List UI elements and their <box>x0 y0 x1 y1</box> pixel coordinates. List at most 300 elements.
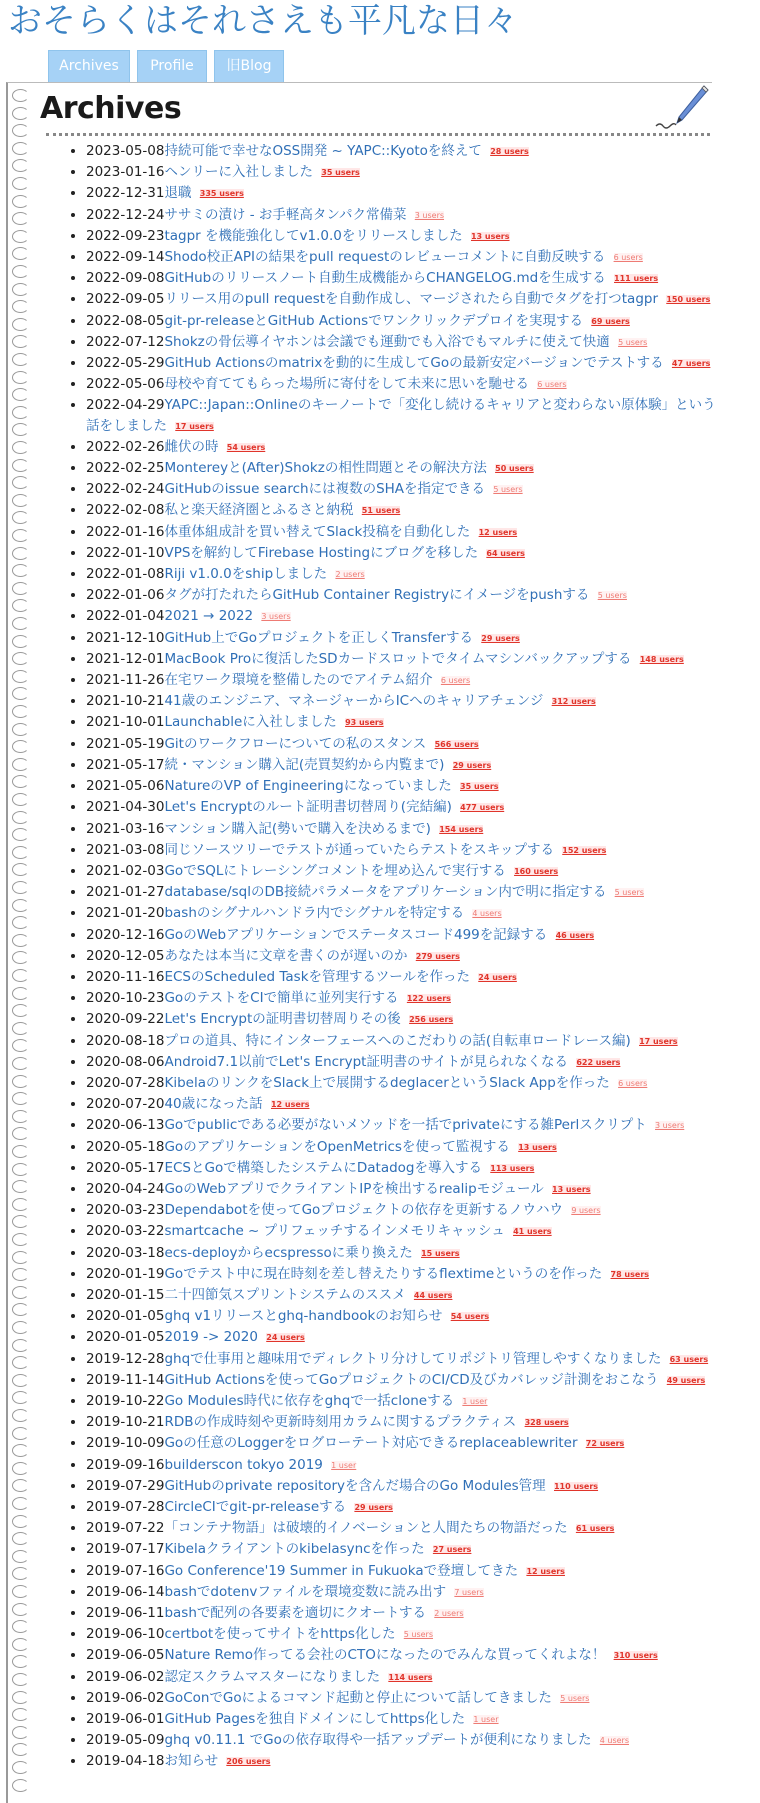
notebook-ring-icon <box>12 1286 29 1299</box>
notebook-ring-icon <box>12 247 29 260</box>
entry-title-link[interactable]: CircleCIでgit-pr-releaseする <box>164 1499 347 1515</box>
entry-title-link[interactable]: ghqで仕事用と趣味用でディレクトリ分けしてリポジトリ管理しやすくなりました <box>164 1350 662 1367</box>
notebook-ring-icon <box>12 635 29 648</box>
entry-title-link[interactable]: タグが打たれたらGitHub Container Registryにイメージをpushする <box>164 587 590 604</box>
entry-title-link[interactable]: 退職 <box>164 185 192 202</box>
entry-title-link[interactable]: Dependabotを使ってGoプロジェクトの依存を更新するノウハウ <box>164 1202 564 1219</box>
tab-old-blog[interactable]: 旧Blog <box>214 50 284 83</box>
bookmark-count-badge[interactable]: 5 users <box>403 1630 434 1640</box>
entry-date: 2021-01-27 <box>86 884 165 901</box>
bookmark-count-badge[interactable]: 6 users <box>440 676 471 686</box>
bookmark-count-badge[interactable]: 6 users <box>537 380 567 390</box>
bookmark-count-badge[interactable]: 150 users <box>666 295 711 305</box>
notebook-ring-icon <box>12 1356 29 1369</box>
notebook-ring-icon <box>12 775 29 788</box>
archive-entry <box>86 543 726 564</box>
archive-entry <box>86 1285 726 1306</box>
archive-entry <box>86 1221 726 1242</box>
entry-date: 2019-06-02 <box>86 1668 165 1685</box>
entry-date: 2020-01-05 <box>86 1308 165 1325</box>
bookmark-count-badge[interactable]: 110 users <box>553 1481 599 1491</box>
bookmark-count-badge[interactable]: 122 users <box>406 994 451 1004</box>
notebook-ring-icon <box>12 230 29 243</box>
bookmark-count-badge[interactable]: 566 users <box>434 739 479 749</box>
entry-title-link[interactable]: 41歳のエンジニア、マネージャーからICへのキャリアチェンジ <box>164 693 544 710</box>
archive-entry <box>86 1179 726 1200</box>
entry-title-link[interactable]: GitHub Actionsを使ってGoプロジェクトのCI/CD及びカバレッジ計測をおこなう <box>164 1371 659 1388</box>
bookmark-count-badge[interactable]: 2 users <box>434 1609 464 1619</box>
bookmark-count-badge[interactable]: 5 users <box>597 591 627 601</box>
entry-date: 2022-09-14 <box>86 249 165 266</box>
bookmark-count-badge[interactable]: 111 users <box>614 274 659 284</box>
entry-title-link[interactable]: 雌伏の時 <box>164 438 219 455</box>
entry-title-link[interactable]: ghq v0.11.1 でGoの依存取得や一括アップデートが便利になりました <box>164 1732 592 1749</box>
archive-entry <box>86 1518 726 1539</box>
bookmark-count-badge[interactable]: 24 users <box>478 972 517 982</box>
archive-entry <box>86 374 726 395</box>
notebook-ring-icon <box>12 564 29 577</box>
entry-title-link[interactable]: GitHub上でGoプロジェクトを正しくTransferする <box>164 629 473 646</box>
bookmark-count-badge[interactable]: 12 users <box>478 527 518 537</box>
archive-entry <box>86 522 726 543</box>
bookmark-count-badge[interactable]: 310 users <box>613 1651 658 1661</box>
entry-title-link[interactable]: Montereyと(After)Shokzの相性問題とその解決方法 <box>164 460 487 477</box>
entry-date: 2020-09-22 <box>86 1011 165 1028</box>
bookmark-count-badge[interactable]: 47 users <box>671 359 711 369</box>
archive-entry <box>86 776 726 797</box>
entry-title-link[interactable]: Goの任意のLoggerをログローテート対応できるreplaceablewriter <box>164 1435 578 1452</box>
entry-title-link[interactable]: Go Conference'19 Summer in Fukuokaで登壇してきた <box>164 1562 519 1579</box>
bookmark-count-badge[interactable]: 27 users <box>432 1545 472 1555</box>
entry-date: 2022-01-08 <box>86 566 165 583</box>
archive-entry <box>86 1561 726 1582</box>
entry-date: 2019-05-09 <box>86 1732 165 1749</box>
notebook-ring-icon <box>12 1092 29 1105</box>
entry-title-link[interactable]: GitHub Actionsのmatrixを動的に生成してGoの最新安定バージョンでテストする <box>164 355 664 372</box>
entry-title-link[interactable]: 同じソースツリーでテストが通っていたらテストをスキップする <box>164 841 554 858</box>
bookmark-count-badge[interactable]: 4 users <box>472 909 502 919</box>
notebook-ring-icon <box>12 740 29 753</box>
bookmark-count-badge[interactable]: 113 users <box>490 1163 535 1173</box>
archive-entry <box>86 1391 726 1412</box>
entry-title-link[interactable]: GoのWebアプリでクライアントIPを検出するrealipモジュール <box>164 1180 544 1197</box>
nav-tabs <box>48 50 284 83</box>
archive-entry <box>86 205 726 226</box>
entry-date: 2022-07-12 <box>86 333 165 350</box>
entry-date: 2021-03-08 <box>86 841 165 858</box>
entry-title-link[interactable]: 認定スクラムマスターになりました <box>164 1668 381 1685</box>
entry-date: 2020-05-17 <box>86 1159 165 1176</box>
notebook-ring-icon <box>12 124 29 137</box>
entry-title-link[interactable]: smartcache ~ プリフェッチするインメモリキャッシュ <box>164 1223 505 1240</box>
archive-entry <box>86 1497 726 1518</box>
bookmark-count-badge[interactable]: 1 user <box>473 1715 499 1725</box>
archive-entry <box>86 585 726 606</box>
bookmark-count-badge[interactable]: 64 users <box>486 548 525 558</box>
bookmark-count-badge[interactable]: 312 users <box>551 697 596 707</box>
archive-entry <box>86 1349 726 1370</box>
notebook-ring-icon <box>12 899 29 912</box>
entry-date: 2019-07-22 <box>86 1520 165 1537</box>
archive-entry <box>86 437 726 458</box>
notebook-ring-icon <box>12 1215 29 1228</box>
notebook-ring-icon <box>12 1497 29 1510</box>
entry-title-link[interactable]: 持続可能で幸せなOSS開発 ~ YAPC::Kyotoを終えて <box>164 143 482 159</box>
bookmark-count-badge[interactable]: 622 users <box>576 1057 621 1067</box>
tab-archives[interactable]: Archives <box>48 50 130 83</box>
archive-entry <box>86 1539 726 1560</box>
archive-entry <box>86 670 726 691</box>
entry-date: 2020-03-23 <box>86 1202 165 1219</box>
notebook-ring-icon <box>12 142 29 155</box>
entry-title-link[interactable]: GitHub Pagesを独自ドメインにしてhttps化した <box>164 1711 466 1728</box>
entry-date: 2019-07-16 <box>86 1562 165 1579</box>
notebook-ring-icon <box>12 1180 29 1193</box>
notebook-ring-icon <box>12 1004 29 1017</box>
entry-title-link[interactable]: NatureのVP of Engineeringになっていました <box>164 778 452 795</box>
entry-date: 2019-10-09 <box>86 1435 165 1452</box>
entry-date: 2019-10-22 <box>86 1392 165 1409</box>
bookmark-count-badge[interactable]: 9 users <box>571 1206 601 1216</box>
archive-entry <box>86 1688 726 1709</box>
entry-date: 2019-07-28 <box>86 1499 165 1515</box>
entry-date: 2022-12-24 <box>86 206 165 223</box>
notebook-ring-icon <box>12 1268 29 1281</box>
entry-title-link[interactable]: Launchableに入社しました <box>164 714 337 731</box>
entry-date: 2020-04-24 <box>86 1180 165 1197</box>
entry-title-link[interactable]: Nature Remo作ってる会社のCTOになったのでみんな買ってくれよな！ <box>164 1647 606 1664</box>
archive-entry <box>86 1264 726 1285</box>
entry-title-link[interactable]: 体重体組成計を買い替えてSlack投稿を自動化した <box>164 523 471 540</box>
archive-entry <box>86 1200 726 1221</box>
notebook-ring-icon <box>12 318 29 331</box>
notebook-ring-icon <box>12 1462 29 1475</box>
entry-date: 2019-06-05 <box>86 1647 165 1664</box>
entry-date: 2021-03-16 <box>86 820 165 837</box>
entry-title-link[interactable]: Let's Encryptのルート証明書切替周り(完結編) <box>164 799 452 816</box>
bookmark-count-badge[interactable]: 3 users <box>261 612 291 622</box>
entry-title-link[interactable]: YAPC::Japan::Onlineのキーノートで「変化し続けるキャリアと変わらない原体験」という話をしました <box>86 397 716 434</box>
archive-entry <box>86 882 726 903</box>
entry-title-link[interactable]: 母校や育ててもらった場所に寄付をして未来に思いを馳せる <box>164 376 529 393</box>
notebook-ring-icon <box>12 1127 29 1140</box>
bookmark-count-badge[interactable]: 17 users <box>639 1036 678 1046</box>
notebook-ring-icon <box>12 846 29 859</box>
notebook-ring-icon <box>12 1022 29 1035</box>
notebook-ring-icon <box>12 1427 29 1440</box>
entry-title-link[interactable]: Shodo校正APIの結果をpull requestのレビューコメントに自動反映する <box>164 249 606 266</box>
bookmark-count-badge[interactable]: 5 users <box>560 1693 590 1703</box>
entry-title-link[interactable]: Kibelaクライアントのkibelasyncを作った <box>164 1541 425 1558</box>
entry-title-link[interactable]: お知らせ <box>164 1753 219 1770</box>
notebook-ring-icon <box>12 459 29 472</box>
entry-date: 2020-10-23 <box>86 990 165 1007</box>
bookmark-count-badge[interactable]: 279 users <box>415 951 460 961</box>
bookmark-count-badge[interactable]: 35 users <box>460 782 499 792</box>
entry-title-link[interactable]: ECSのScheduled Taskを管理するツールを作った <box>164 968 470 985</box>
entry-date: 2023-01-16 <box>86 164 165 181</box>
bookmark-count-badge[interactable]: 5 users <box>614 888 644 898</box>
entry-date: 2021-04-30 <box>86 799 165 816</box>
bookmark-count-badge[interactable]: 1 user <box>462 1396 488 1406</box>
bookmark-count-badge[interactable]: 7 users <box>454 1587 484 1597</box>
entry-title-link[interactable]: tagpr を機能強化してv1.0.0をリリースしました <box>164 227 463 244</box>
entry-title-link[interactable]: bashでdotenvファイルを環境変数に読み出す <box>164 1583 447 1600</box>
bookmark-count-badge[interactable]: 17 users <box>175 421 214 431</box>
bookmark-count-badge[interactable]: 328 users <box>524 1418 569 1428</box>
archive-entry <box>86 755 726 776</box>
bookmark-count-badge[interactable]: 41 users <box>513 1227 552 1237</box>
tab-profile[interactable]: Profile <box>137 50 207 83</box>
entry-title-link[interactable]: Riji v1.0.0をshipしました <box>164 566 328 583</box>
entry-date: 2019-06-01 <box>86 1711 165 1728</box>
bookmark-count-badge[interactable]: 93 users <box>345 718 384 728</box>
notebook-ring-icon <box>12 1761 29 1774</box>
bookmark-count-badge[interactable]: 2 users <box>335 570 365 580</box>
bookmark-count-badge[interactable]: 206 users <box>226 1757 271 1767</box>
archive-entry <box>86 1751 726 1772</box>
bookmark-count-badge[interactable]: 5 users <box>493 485 523 495</box>
entry-date: 2022-02-08 <box>86 502 165 519</box>
entry-title-link[interactable]: 「コンテナ物語」は破壊的イノベーションと人間たちの物語だった <box>164 1520 568 1537</box>
entry-title-link[interactable]: 私と楽天経済圏とふるさと納税 <box>164 502 354 519</box>
archive-entry <box>86 649 726 670</box>
entry-title-link[interactable]: database/sqlのDB接続パラメータをアプリケーション内で明に指定する <box>164 884 607 901</box>
entry-date: 2020-05-18 <box>86 1138 165 1155</box>
entry-title-link[interactable]: GitHubのissue searchには複数のSHAを指定できる <box>164 481 486 498</box>
bookmark-count-badge[interactable]: 69 users <box>591 316 630 326</box>
entry-title-link[interactable]: GoのテストをCIで簡単に並列実行する <box>164 990 399 1007</box>
entry-title-link[interactable]: ササミの漬け - お手軽高タンパク常備菜 <box>164 206 407 223</box>
entry-title-link[interactable]: マンション購入記(勢いで購入を決めるまで) <box>164 820 431 837</box>
archive-entry <box>86 226 726 247</box>
entry-date: 2022-12-31 <box>86 185 165 202</box>
entry-title-link[interactable]: certbotを使ってサイトをhttps化した <box>164 1626 396 1643</box>
entry-date: 2020-08-06 <box>86 1053 165 1070</box>
bookmark-count-badge[interactable]: 72 users <box>585 1439 625 1449</box>
entry-date: 2020-03-22 <box>86 1223 165 1240</box>
archive-entry <box>86 1582 726 1603</box>
archive-entry <box>86 861 726 882</box>
bookmark-count-badge[interactable]: 35 users <box>321 168 360 178</box>
entry-title-link[interactable]: Shokzの骨伝導イヤホンは会議でも運動でも入浴でもマルチに使えて快適 <box>164 333 610 350</box>
bookmark-count-badge[interactable]: 13 users <box>518 1142 557 1152</box>
notebook-ring-icon <box>12 881 29 894</box>
bookmark-count-badge[interactable]: 49 users <box>666 1375 706 1385</box>
bookmark-count-badge[interactable]: 477 users <box>460 803 505 813</box>
entry-date: 2019-12-28 <box>86 1350 165 1367</box>
archive-entry <box>86 840 726 861</box>
bookmark-count-badge[interactable]: 13 users <box>552 1184 591 1194</box>
entry-date: 2020-01-15 <box>86 1286 165 1303</box>
notebook-ring-icon <box>12 300 29 313</box>
bookmark-count-badge[interactable]: 54 users <box>226 442 266 452</box>
notebook-ring-icon <box>12 969 29 982</box>
notebook-ring-icon <box>12 916 29 929</box>
bookmark-count-badge[interactable]: 63 users <box>669 1354 709 1364</box>
bookmark-count-badge[interactable]: 3 users <box>655 1121 685 1131</box>
entry-title-link[interactable]: git-pr-releaseとGitHub Actionsでワンクリックデプロイを実現する <box>164 312 583 329</box>
entry-date: 2022-01-16 <box>86 523 165 540</box>
bookmark-count-badge[interactable]: 114 users <box>388 1672 433 1682</box>
entry-date: 2022-02-24 <box>86 481 165 498</box>
entry-date: 2020-12-05 <box>86 947 165 964</box>
notebook-ring-icon <box>12 1391 29 1404</box>
bookmark-count-badge[interactable]: 28 users <box>490 147 529 156</box>
bookmark-count-badge[interactable]: 4 users <box>599 1736 629 1746</box>
entry-date: 2020-01-19 <box>86 1265 165 1282</box>
notebook-ring-icon <box>12 863 29 876</box>
bookmark-count-badge[interactable]: 154 users <box>439 824 484 834</box>
bookmark-count-badge[interactable]: 256 users <box>409 1015 454 1025</box>
entry-title-link[interactable]: bashで配列の各要素を適切にクオートする <box>164 1605 426 1622</box>
entry-title-link[interactable]: bashのシグナルハンドラ内でシグナルを特定する <box>164 905 465 922</box>
entry-title-link[interactable]: VPSを解約してFirebase Hostingにブログを移した <box>164 544 479 561</box>
archive-entry <box>86 1137 726 1158</box>
notebook-ring-icon <box>12 371 29 384</box>
bookmark-count-badge[interactable]: 78 users <box>610 1269 650 1279</box>
bookmark-count-badge[interactable]: 50 users <box>495 464 534 474</box>
entry-date: 2021-11-26 <box>86 672 165 689</box>
archive-entry <box>86 564 726 585</box>
entry-title-link[interactable]: 2021 → 2022 <box>164 608 254 625</box>
bookmark-count-badge[interactable]: 6 users <box>613 253 643 263</box>
entry-date: 2020-03-18 <box>86 1244 165 1261</box>
bookmark-count-badge[interactable]: 15 users <box>421 1248 460 1258</box>
entry-title-link[interactable]: リリース用のpull requestを自動作成し、マージされたら自動でタグを打つtagpr <box>164 291 659 308</box>
entry-title-link[interactable]: ECSとGoで構築したシステムにDatadogを導入する <box>164 1159 482 1176</box>
entry-title-link[interactable]: GitHubのリリースノート自動生成機能からCHANGELOG.mdを生成する <box>164 270 606 287</box>
bookmark-count-badge[interactable]: 160 users <box>514 866 559 876</box>
bookmark-count-badge[interactable]: 51 users <box>361 506 401 516</box>
archive-entry <box>86 1730 726 1751</box>
archive-entry <box>86 1009 726 1030</box>
entry-date: 2022-08-05 <box>86 312 165 329</box>
entry-title-link[interactable]: builderscon tokyo 2019 <box>164 1456 323 1473</box>
entry-title-link[interactable]: KibelaのリンクをSlack上で展開するdeglacerというSlack Appを作った <box>164 1074 610 1091</box>
archive-entry <box>86 1052 726 1073</box>
site-title[interactable]: おそらくはそれさえも平凡な日々 <box>8 1 518 41</box>
bookmark-count-badge[interactable]: 152 users <box>562 845 607 855</box>
entry-title-link[interactable]: GoのWebアプリケーションでステータスコード499を記録する <box>164 926 548 943</box>
notebook-ring-icon <box>12 1743 29 1756</box>
entry-title-link[interactable]: ヘンリーに入社しました <box>164 164 313 181</box>
notebook-ring-icon <box>12 406 29 419</box>
bookmark-count-badge[interactable]: 29 users <box>452 760 492 770</box>
entry-date: 2020-07-28 <box>86 1074 165 1091</box>
notebook-ring-icon <box>12 441 29 454</box>
notebook-ring-icon <box>12 1567 29 1580</box>
bookmark-count-badge[interactable]: 335 users <box>199 189 244 199</box>
notebook-ring-icon <box>12 1638 29 1651</box>
entry-date: 2019-06-10 <box>86 1626 165 1643</box>
notebook-ring-icon <box>12 529 29 542</box>
pen-icon <box>654 82 710 134</box>
page-title: Archives <box>40 91 182 126</box>
entry-title-link[interactable]: RDBの作成時刻や更新時刻用カラムに関するプラクティス <box>164 1414 517 1431</box>
notebook-ring-icon <box>12 159 29 172</box>
notebook-ring-icon <box>12 494 29 507</box>
notebook-ring-icon <box>12 987 29 1000</box>
entry-title-link[interactable]: 2019 -> 2020 <box>164 1329 258 1346</box>
notebook-ring-icon <box>12 265 29 278</box>
entry-title-link[interactable]: 続・マンション購入記(売買契約から内覧まで) <box>164 756 445 773</box>
entry-title-link[interactable]: Android7.1以前でLet's Encrypt証明書のサイトが見られなくなる <box>164 1053 569 1070</box>
entry-title-link[interactable]: GoConでGoによるコマンド起動と停止について話してきました <box>164 1689 552 1706</box>
notebook-ring-icon <box>12 723 29 736</box>
entry-title-link[interactable]: Goでテスト中に現在時刻を差し替えたりするflextimeというのを作った <box>164 1265 603 1282</box>
bookmark-count-badge[interactable]: 24 users <box>266 1333 305 1343</box>
bookmark-count-badge[interactable]: 29 users <box>481 633 520 643</box>
entry-title-link[interactable]: あなたは本当に文章を書くのが遅いのか <box>164 947 408 964</box>
bookmark-count-badge[interactable]: 148 users <box>639 654 684 664</box>
archive-entry <box>86 819 726 840</box>
entry-date: 2021-12-10 <box>86 629 165 646</box>
bookmark-count-badge[interactable]: 29 users <box>354 1503 393 1512</box>
bookmark-count-badge[interactable]: 44 users <box>413 1290 453 1300</box>
bookmark-count-badge[interactable]: 54 users <box>450 1312 490 1322</box>
archive-entry <box>86 1645 726 1666</box>
bookmark-count-badge[interactable]: 12 users <box>526 1566 565 1576</box>
entry-date: 2022-01-06 <box>86 587 165 604</box>
notebook-ring-icon <box>12 599 29 612</box>
entry-title-link[interactable]: GoでSQLにトレーシングコメントを埋め込んで実行する <box>164 862 506 879</box>
bookmark-count-badge[interactable]: 61 users <box>575 1524 615 1534</box>
entry-date: 2021-10-01 <box>86 714 165 731</box>
entry-title-link[interactable]: GitHubのprivate repositoryを含んだ場合のGo Modules管理 <box>164 1477 546 1494</box>
entry-date: 2022-05-29 <box>86 355 165 372</box>
entry-date: 2020-11-16 <box>86 968 165 985</box>
entry-date: 2022-04-29 <box>86 397 165 414</box>
notebook-ring-icon <box>12 511 29 524</box>
notebook-ring-icon <box>12 107 29 120</box>
entry-title-link[interactable]: MacBook Proに復活したSDカードスロットでタイムマシンバックアップする <box>164 650 632 667</box>
entry-title-link[interactable]: Go Modules時代に依存をghqで一括cloneする <box>164 1392 455 1409</box>
bookmark-count-badge[interactable]: 3 users <box>414 210 445 220</box>
heading-divider <box>46 133 710 136</box>
notebook-ring-icon <box>12 1550 29 1563</box>
archive-entry <box>86 479 726 500</box>
archive-entry <box>86 1306 726 1327</box>
notebook-ring-icon <box>12 1303 29 1316</box>
entry-title-link[interactable]: 在宅ワーク環境を整備したのでアイテム紹介 <box>164 672 433 689</box>
entry-title-link[interactable]: Let's Encryptの証明書切替周りその後 <box>164 1011 401 1028</box>
entry-title-link[interactable]: GoのアプリケーションをOpenMetricsを使って監視する <box>164 1138 510 1155</box>
bookmark-count-badge[interactable]: 6 users <box>618 1078 648 1088</box>
bookmark-count-badge[interactable]: 13 users <box>470 231 510 241</box>
entry-title-link[interactable]: 二十四節気スプリントシステムのススメ <box>164 1286 406 1303</box>
entry-title-link[interactable]: 40歳になった話 <box>164 1096 263 1113</box>
entry-title-link[interactable]: Gitのワークフローについての私のスタンス <box>164 735 427 752</box>
bookmark-count-badge[interactable]: 46 users <box>555 930 595 940</box>
bookmark-count-badge[interactable]: 12 users <box>270 1100 310 1110</box>
entry-title-link[interactable]: Goでpublicである必要がないメソッドを一括でprivateにする雑Perlスクリプト <box>164 1117 647 1134</box>
entry-date: 2019-06-11 <box>86 1605 165 1622</box>
entry-date: 2021-05-19 <box>86 735 165 752</box>
notebook-ring-icon <box>12 1339 29 1352</box>
entry-date: 2020-01-05 <box>86 1329 165 1346</box>
bookmark-count-badge[interactable]: 1 user <box>331 1460 357 1470</box>
entry-title-link[interactable]: ecs-deployからecspressoに乗り換えた <box>164 1244 413 1261</box>
entry-date: 2021-10-21 <box>86 693 165 710</box>
notebook-ring-icon <box>12 1444 29 1457</box>
archive-entry <box>86 797 726 818</box>
entry-title-link[interactable]: プロの道具、特にインターフェースへのこだわりの話(自転車ロードレース編) <box>164 1032 631 1049</box>
bookmark-count-badge[interactable]: 5 users <box>618 337 648 347</box>
entry-title-link[interactable]: ghq v1リリースとghq-handbookのお知らせ <box>164 1308 443 1325</box>
notebook-ring-icon <box>12 89 29 102</box>
entry-date: 2021-01-20 <box>86 905 165 922</box>
